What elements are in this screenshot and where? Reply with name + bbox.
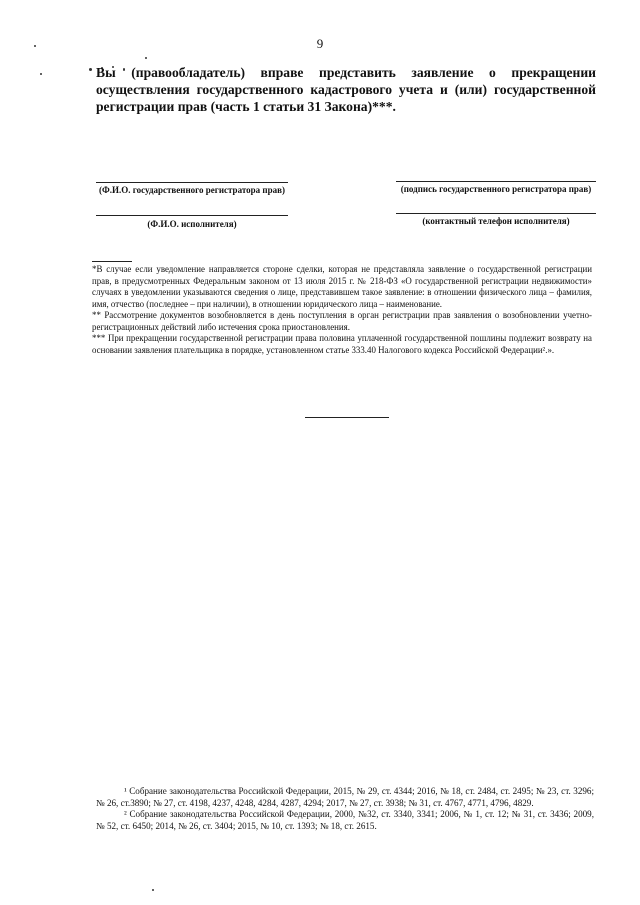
registrar-name-label: (Ф.И.О. государственного регистратора прав) (99, 185, 285, 195)
notes-closing: ». (547, 344, 555, 355)
executor-phone-label: (контактный телефон исполнителя) (422, 216, 570, 226)
notes-block (92, 264, 592, 356)
executor-name-label: (Ф.И.О. исполнителя) (147, 219, 237, 229)
note-item: ** Рассмотрение документов возобновляется в день поступления в орган регистрации прав заявления о возобновлении учетно-регистрационных действий либо истечения срока приостановления. (92, 310, 592, 332)
scan-speck (89, 68, 92, 71)
footnotes-block (96, 786, 594, 832)
note-item: *В случае если уведомление направляется стороне сделки, которая не представляла заявление о государственной регистрации прав, в предусмотренных Федеральным законом от 13 июля 2015 г. № 218-ФЗ «О государственной регистрации недвижимости» случаях в уведомлении указываются сведения о лице, представившем такое заявление: в отношении физического лица – фамилия, имя, отчество (последнее – при наличии), в отношении юридического лица – наименование. (92, 264, 592, 309)
rights-statement (96, 64, 596, 115)
page-number: 9 (316, 36, 324, 51)
registrar-signature-label: (подпись государственного регистратора прав) (400, 184, 592, 194)
scan-speck (145, 57, 147, 59)
executor-name-line (96, 215, 288, 216)
note-item: *** При прекращении государственной регистрации права половина уплаченной государственной пошлины подлежит возврату на основании заявления плательщика в порядке, установленном статье 333.40 Налогового кодекса Российской Федерации².». (92, 333, 592, 355)
rights-statement-text: Вы (правообладатель) вправе представить заявление о прекращении осуществления государственного кадастрового учета и (или) государственной регистрации прав (часть 1 статьи 31 Закона)***. (96, 65, 596, 114)
executor-phone-line (396, 213, 596, 214)
scan-speck (152, 889, 154, 891)
footnote-item: ² Собрание законодательства Российской Федерации, 2000, №32, ст. 3340, 3341; 2006, № 1, ст. 12; № 31, ст. 3436; 2009, № 52, ст. 6450; 2014, № 26, ст. 3404; 2015, № 10, ст. 1393; № 18, ст. 2615. (96, 809, 594, 831)
registrar-name-line (96, 182, 288, 183)
notes-rule (92, 261, 132, 262)
footnote-item: ¹ Собрание законодательства Российской Федерации, 2015, № 29, ст. 4344; 2016, № 18, ст. 2484, ст. 2495; № 23, ст. 3296; № 26, ст.3890; № 27, ст. 4198, 4237, 4248, 4284, 4287, 4294; 2017, № 27, ст. 3938; № 31, ст. 4767, 4771, 4796, 4829. (96, 786, 594, 808)
separator-rule (305, 417, 389, 418)
scan-speck (40, 73, 42, 75)
registrar-signature-line (396, 181, 596, 182)
